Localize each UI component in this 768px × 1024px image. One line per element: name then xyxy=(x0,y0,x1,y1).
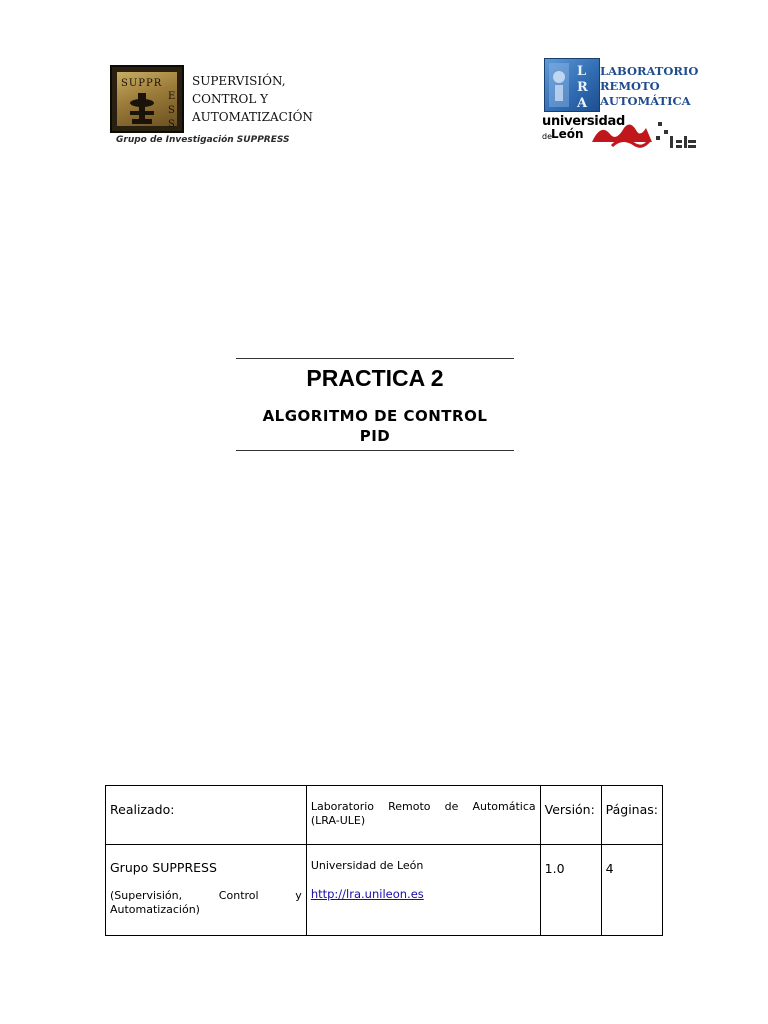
university-place: León xyxy=(551,127,584,141)
lra-line: AUTOMÁTICA xyxy=(600,94,691,108)
ule-graphic-icon xyxy=(592,116,700,150)
document-subtitle xyxy=(236,406,514,446)
group-cell xyxy=(106,845,307,936)
table-row xyxy=(106,786,663,845)
svg-text:S: S xyxy=(168,105,175,116)
version-label: Versión: xyxy=(544,802,595,817)
title-block xyxy=(236,358,514,451)
university-cell xyxy=(306,845,540,936)
lra-emblem-icon xyxy=(544,58,600,112)
pages-cell xyxy=(601,845,662,936)
top-rule xyxy=(236,358,514,359)
suppress-logo-text xyxy=(192,72,313,126)
version-value: 1.0 xyxy=(544,861,565,876)
document-title: PRACTICA 2 xyxy=(306,365,444,391)
realizado-cell xyxy=(106,786,307,845)
lra-logo xyxy=(542,56,702,152)
group-desc: (Supervisión, Control y Automatización) xyxy=(110,889,302,916)
document-info-table xyxy=(105,785,663,936)
lra-logo-text xyxy=(600,64,698,109)
pages-label: Páginas: xyxy=(605,802,658,817)
version-label-cell xyxy=(540,786,601,845)
suppress-caption: Grupo de Investigación SUPPRESS xyxy=(116,135,290,145)
bottom-rule xyxy=(236,450,514,451)
svg-text:E: E xyxy=(168,91,176,102)
university-wordmark: universidad xyxy=(542,114,625,129)
logo-line: CONTROL Y xyxy=(192,92,269,106)
logo-line: AUTOMATIZACIÓN xyxy=(192,110,313,124)
table-row xyxy=(106,845,663,936)
realizado-label: Realizado: xyxy=(110,802,175,817)
lra-line: REMOTO xyxy=(600,79,660,93)
group-name: Grupo SUPPRESS xyxy=(110,860,217,875)
university-name: Universidad de León xyxy=(310,859,424,872)
pages-label-cell xyxy=(601,786,662,845)
svg-text:A: A xyxy=(577,96,588,111)
svg-text:SUPPR: SUPPR xyxy=(121,78,163,89)
pages-value: 4 xyxy=(605,861,614,876)
subtitle-line: PID xyxy=(359,427,391,445)
logo-line: SUPERVISIÓN, xyxy=(192,74,286,88)
version-cell xyxy=(540,845,601,936)
lab-name: Laboratorio Remoto de Automática (LRA-ULE) xyxy=(310,800,536,827)
svg-text:R: R xyxy=(577,80,588,95)
suppress-seal-icon xyxy=(110,65,184,133)
lra-line: LABORATORIO xyxy=(600,64,699,78)
lra-website-link[interactable]: http://lra.unileon.es xyxy=(310,887,424,901)
suppress-logo xyxy=(108,64,313,154)
svg-text:L: L xyxy=(577,64,587,79)
svg-text:S: S xyxy=(168,119,175,130)
university-de: de xyxy=(542,132,552,141)
subtitle-line: ALGORITMO DE CONTROL xyxy=(262,407,488,425)
lab-cell xyxy=(306,786,540,845)
